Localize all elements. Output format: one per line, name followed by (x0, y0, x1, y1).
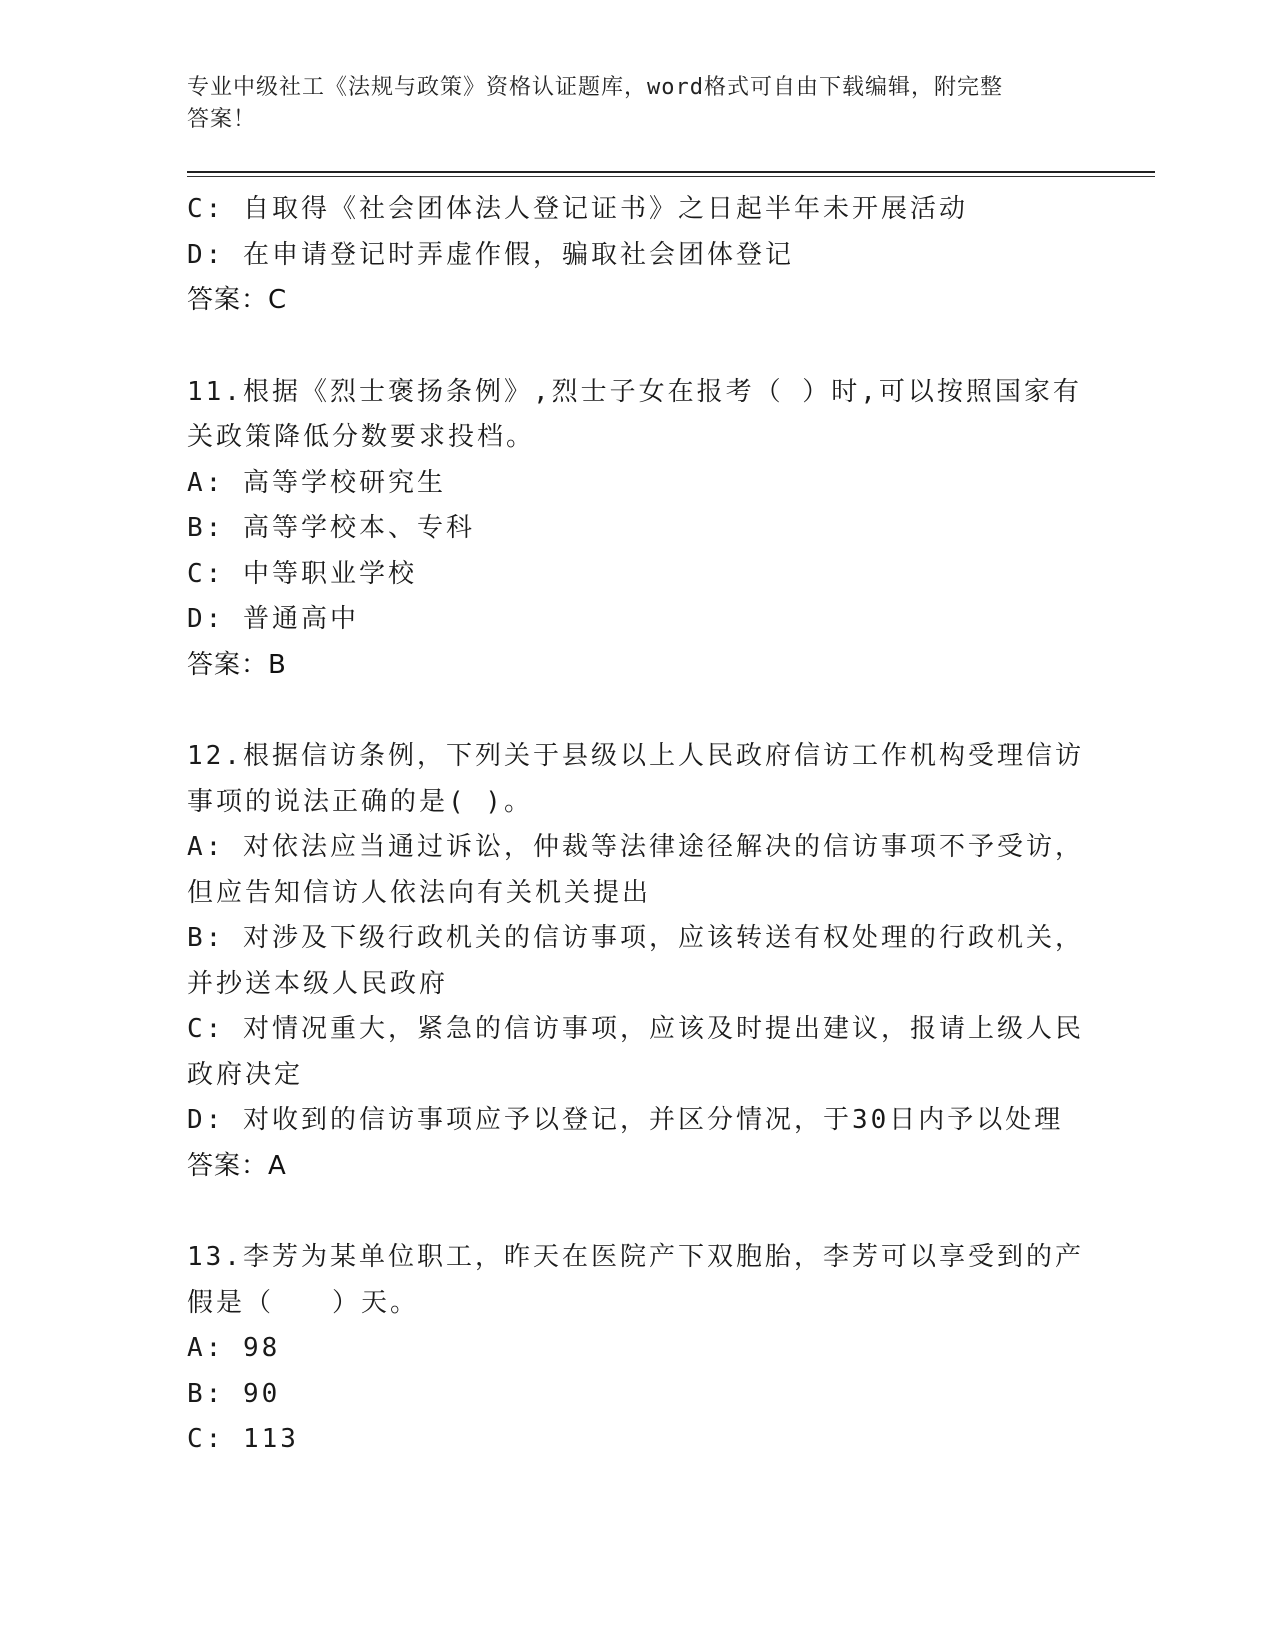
question-10 (187, 187, 1087, 324)
option-c: C: 113 (187, 1424, 299, 1454)
answer-line: 答案：C (187, 285, 288, 315)
header-divider-bottom (187, 176, 1155, 177)
question-stem: 12.根据信访条例，下列关于县级以上人民政府信访工作机构受理信访 (187, 741, 1084, 771)
header-line-1: 专业中级社工《法规与政策》资格认证题库，word格式可自由下载编辑，附完整 (187, 75, 1003, 100)
header-divider-top (187, 171, 1155, 173)
question-list (187, 187, 1087, 1463)
option-a: A: 高等学校研究生 (187, 467, 446, 498)
option-d: D: 对收到的信访事项应予以登记，并区分情况，于30日内予以处理 (187, 1105, 1064, 1135)
answer-line: 答案：B (187, 649, 287, 680)
question-stem-continued: 事项的说法正确的是( )。 (187, 786, 533, 817)
answer-line: 答案：A (187, 1150, 287, 1181)
option-c: C: 中等职业学校 (187, 558, 417, 589)
option-b: B: 90 (187, 1378, 281, 1409)
option-a-continued: 但应告知信访人依法向有关机关提出 (187, 877, 652, 908)
option-d: D: 在申请登记时弄虚作假，骗取社会团体登记 (187, 239, 794, 270)
option-c: C: 对情况重大，紧急的信访事项，应该及时提出建议，报请上级人民 (187, 1014, 1084, 1044)
question-spacer (187, 324, 1087, 370)
question-stem-continued: 关政策降低分数要求投档。 (187, 422, 536, 452)
question-stem-continued: 假是（ ）天。 (187, 1287, 420, 1318)
question-12 (187, 734, 1087, 1189)
option-b: B: 对涉及下级行政机关的信访事项，应该转送有权处理的行政机关， (187, 923, 1084, 953)
document-header (187, 72, 1067, 136)
option-a: A: 对依法应当通过诉讼，仲裁等法律途径解决的信访事项不予受访， (187, 832, 1084, 862)
question-stem: 11.根据《烈士褒扬条例》,烈士子女在报考（ ）时,可以按照国家有 (187, 376, 1082, 407)
question-11 (187, 370, 1087, 689)
option-b: B: 高等学校本、专科 (187, 513, 475, 543)
question-13 (187, 1235, 1087, 1463)
option-c: C: 自取得《社会团体法人登记证书》之日起半年未开展活动 (187, 194, 968, 224)
option-c-continued: 政府决定 (187, 1059, 304, 1090)
question-stem: 13.李芳为某单位职工，昨天在医院产下双胞胎，李芳可以享受到的产 (187, 1242, 1084, 1272)
question-spacer (187, 688, 1087, 734)
option-b-continued: 并抄送本级人民政府 (187, 968, 449, 999)
header-line-2: 答案！ (187, 107, 257, 132)
option-d: D: 普通高中 (187, 604, 359, 634)
question-spacer (187, 1189, 1087, 1235)
option-a: A: 98 (187, 1333, 281, 1363)
